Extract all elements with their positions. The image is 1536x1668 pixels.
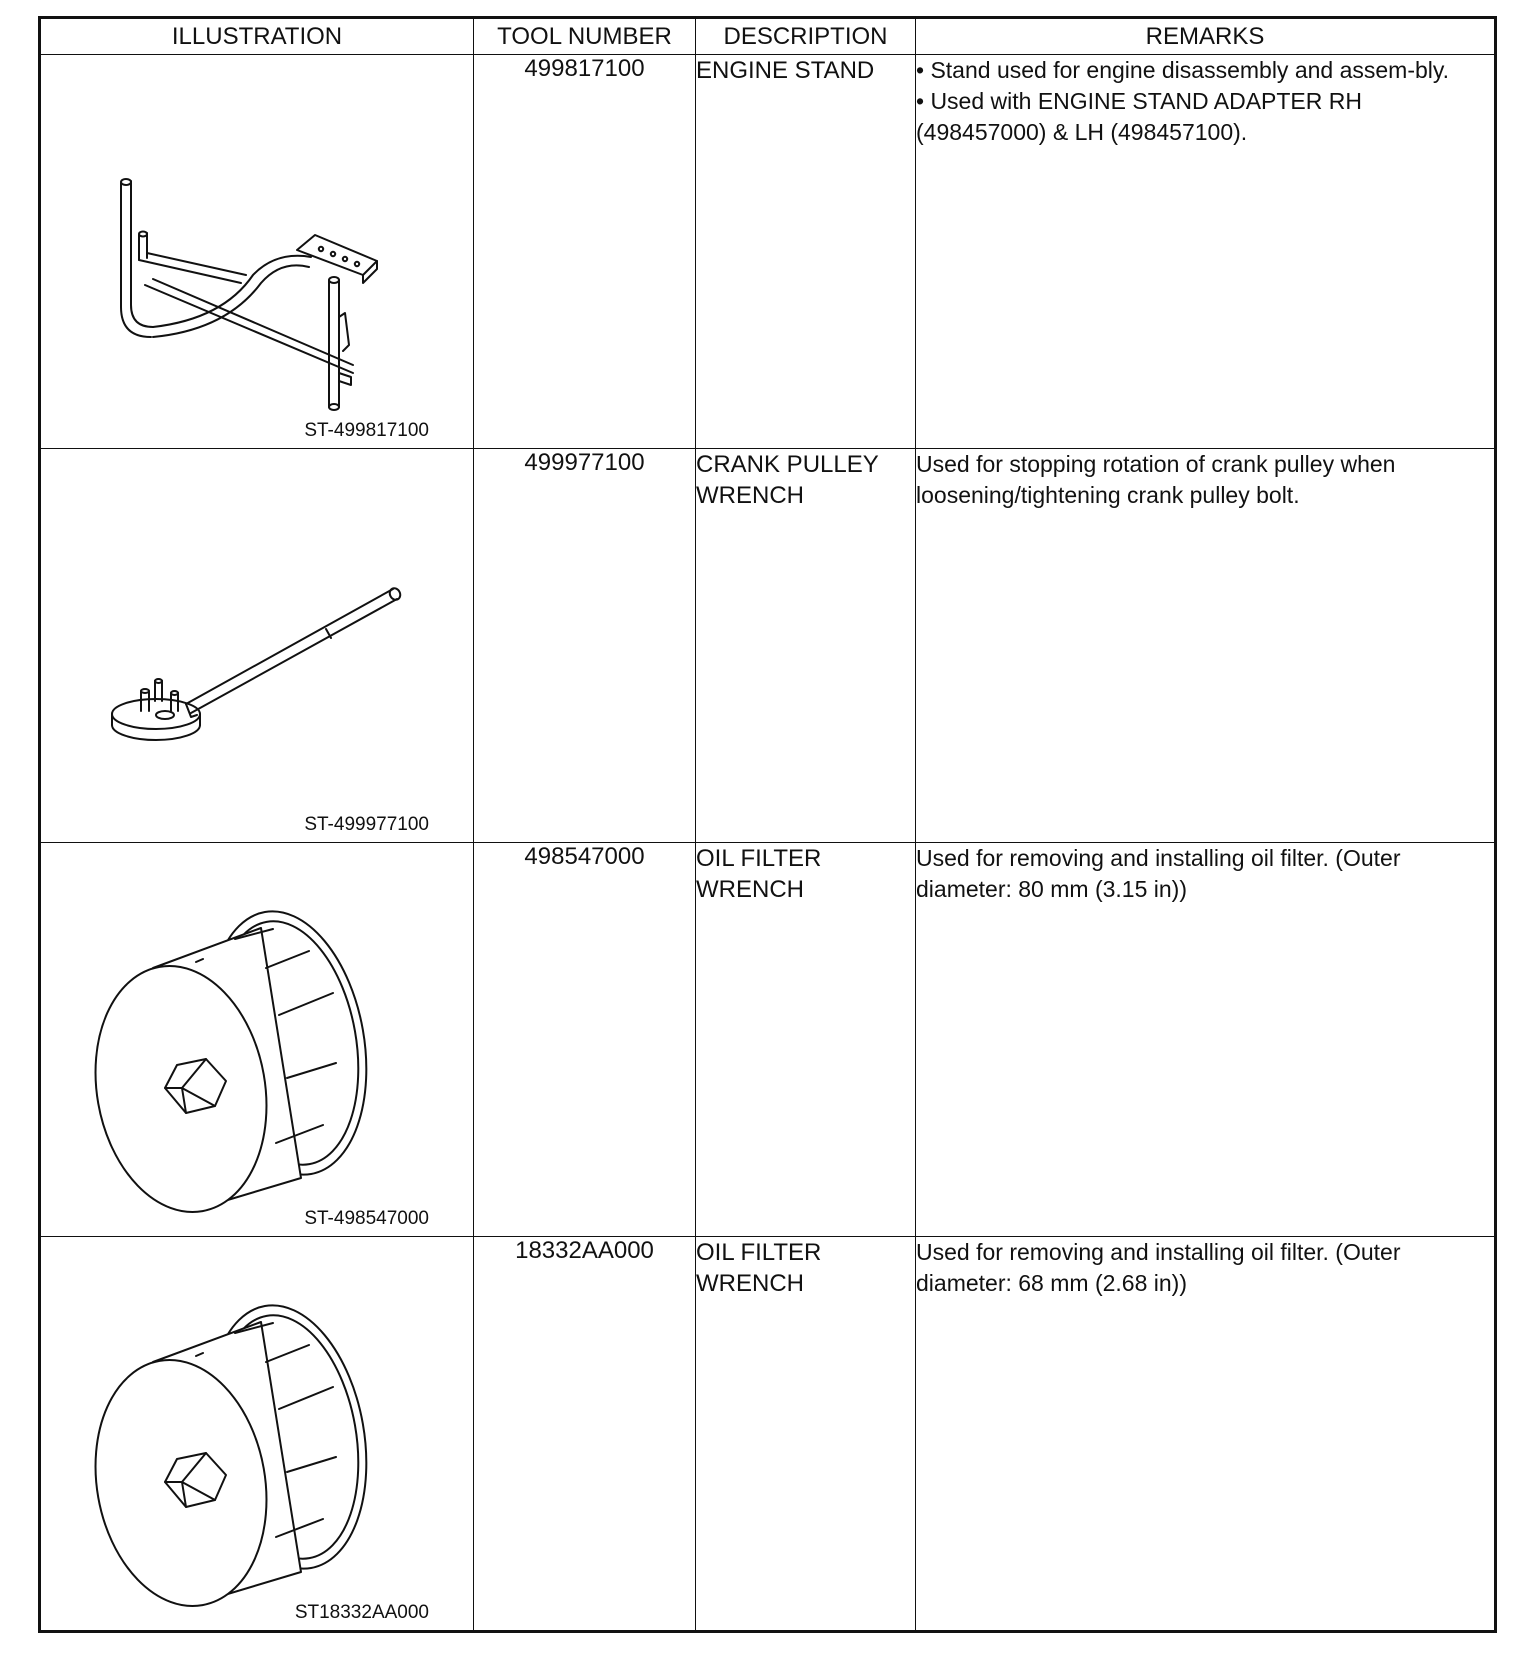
table-row [40, 449, 1496, 843]
tool-description: CRANK PULLEY WRENCH [696, 449, 916, 843]
tool-remarks [916, 449, 1496, 843]
tool-remarks [916, 55, 1496, 449]
header-illustration: ILLUSTRATION [40, 18, 474, 55]
table-row [40, 1237, 1496, 1632]
remark-line: Used for removing and installing oil filter. (Outer diameter: 68 mm (2.68 in)) [916, 1239, 1401, 1296]
illustration-code: ST18332AA000 [294, 1602, 429, 1623]
illustration-cell [40, 843, 474, 1237]
oil-filter-wrench-illustration [41, 1237, 475, 1630]
tool-description: ENGINE STAND [696, 55, 916, 449]
header-description: DESCRIPTION [696, 18, 916, 55]
header-remarks: REMARKS [916, 18, 1496, 55]
illustration-cell [40, 449, 474, 843]
crank-pulley-wrench-illustration [41, 449, 475, 842]
illustration-code: ST-499977100 [304, 814, 429, 835]
tool-description: OIL FILTER WRENCH [696, 843, 916, 1237]
tool-remarks [916, 843, 1496, 1237]
tool-number: 498547000 [474, 843, 696, 1237]
table-row [40, 55, 1496, 449]
oil-filter-wrench-illustration [41, 843, 475, 1236]
tool-number: 18332AA000 [474, 1237, 696, 1632]
tool-number: 499817100 [474, 55, 696, 449]
special-tools-table [38, 16, 1497, 1633]
engine-stand-illustration [41, 55, 475, 448]
remark-line: • Stand used for engine disassembly and assem-bly. [916, 57, 1450, 83]
tool-number: 499977100 [474, 449, 696, 843]
table-row [40, 843, 1496, 1237]
remark-line: Used for stopping rotation of crank pulley when loosening/tightening crank pulley bolt. [916, 451, 1396, 508]
illustration-cell [40, 1237, 474, 1632]
header-row [40, 18, 1496, 55]
illustration-cell [40, 55, 474, 449]
tool-remarks [916, 1237, 1496, 1632]
tool-description: OIL FILTER WRENCH [696, 1237, 916, 1632]
header-tool-number: TOOL NUMBER [474, 18, 696, 55]
remark-line: Used for removing and installing oil filter. (Outer diameter: 80 mm (3.15 in)) [916, 845, 1401, 902]
illustration-code: ST-498547000 [304, 1208, 429, 1229]
remark-line: • Used with ENGINE STAND ADAPTER RH (498457000) & LH (498457100). [916, 88, 1362, 145]
illustration-code: ST-499817100 [304, 420, 429, 441]
